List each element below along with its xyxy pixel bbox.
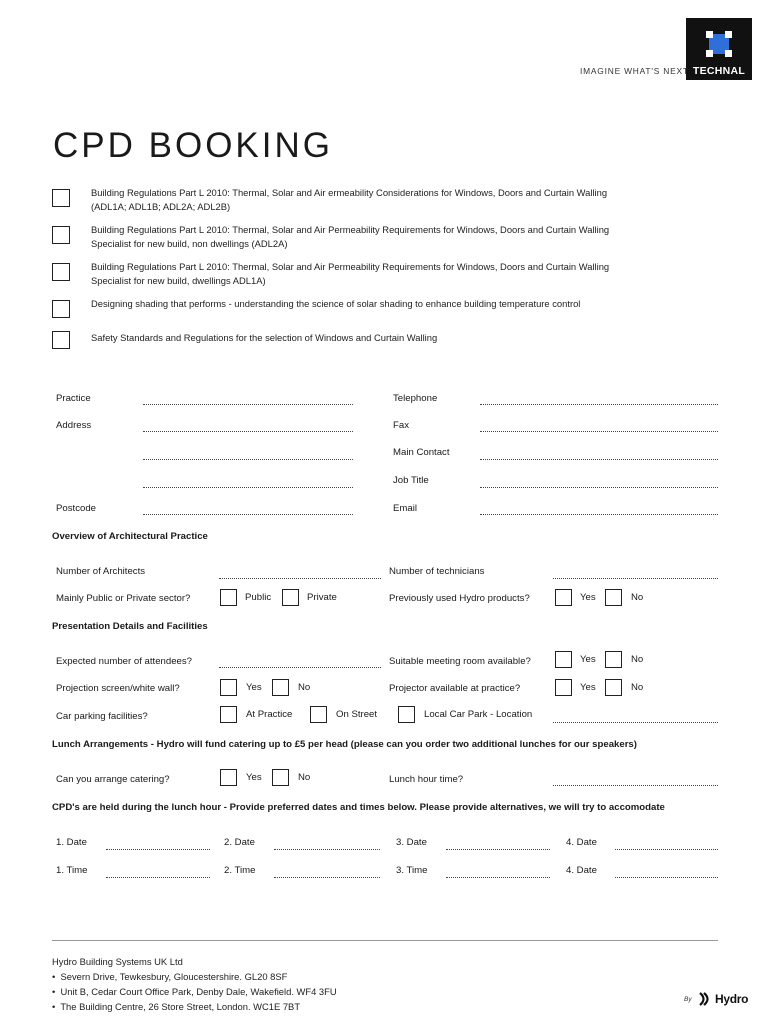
projector-yes-label: Yes	[580, 682, 596, 693]
num-architects-label: Number of Architects	[56, 566, 146, 577]
presentation-heading: Presentation Details and Facilities	[52, 621, 208, 632]
meeting-room-yes-checkbox[interactable]	[555, 651, 572, 668]
catering-no-checkbox[interactable]	[272, 769, 289, 786]
meeting-room-yes-label: Yes	[580, 654, 596, 665]
course-2	[91, 223, 691, 251]
footer-divider	[52, 940, 718, 941]
date-1-label: 1. Date	[56, 837, 87, 848]
projection-yes-checkbox[interactable]	[220, 679, 237, 696]
used-hydro-no-label: No	[631, 592, 644, 603]
hydro-by-label: By	[684, 996, 692, 1003]
address-label: Address	[56, 420, 92, 431]
fax-label: Fax	[393, 420, 409, 431]
lunch-hour-field[interactable]	[553, 785, 718, 786]
brand-name: TECHNAL	[692, 65, 746, 77]
local-car-park-label: Local Car Park - Location	[424, 709, 533, 720]
used-hydro-yes-label: Yes	[580, 592, 596, 603]
time-1-field[interactable]	[106, 877, 210, 878]
meeting-room-no-checkbox[interactable]	[605, 651, 622, 668]
time-3-field[interactable]	[446, 877, 550, 878]
at-practice-label: At Practice	[246, 709, 293, 720]
technal-mark-icon	[686, 18, 752, 64]
course-2-line2: Specialist for new build, non dwellings (ADL2A)	[91, 238, 288, 249]
num-technicians-field[interactable]	[553, 578, 718, 579]
course-2-line1: Building Regulations Part L 2010: Thermal, Solar and Air Permeability Requirements for Windows, Doors and Curtain Walling	[91, 224, 610, 235]
parking-label: Car parking facilities?	[56, 711, 148, 722]
used-hydro-yes-checkbox[interactable]	[555, 589, 572, 606]
time-2-field[interactable]	[274, 877, 380, 878]
date-3-field[interactable]	[446, 849, 550, 850]
telephone-field[interactable]	[480, 404, 718, 405]
car-park-location-field[interactable]	[553, 722, 718, 723]
private-label: Private	[307, 592, 337, 603]
course-checkbox-1[interactable]	[52, 189, 70, 207]
main-contact-field[interactable]	[480, 459, 718, 460]
time-2-label: 2. Time	[224, 865, 256, 876]
public-label: Public	[245, 592, 272, 603]
meeting-room-no-label: No	[631, 654, 644, 665]
projection-label: Projection screen/white wall?	[56, 683, 180, 694]
hydro-logo	[684, 990, 756, 1010]
footer-addresses	[52, 954, 337, 1014]
projection-no-checkbox[interactable]	[272, 679, 289, 696]
catering-no-label: No	[298, 772, 311, 783]
lunch-hour-label: Lunch hour time?	[389, 774, 464, 785]
local-car-park-checkbox[interactable]	[398, 706, 415, 723]
hydro-wave-icon	[698, 991, 714, 1007]
attendees-field[interactable]	[219, 667, 381, 668]
postcode-field[interactable]	[143, 514, 353, 515]
projector-no-label: No	[631, 682, 644, 693]
course-4	[91, 297, 691, 311]
num-architects-field[interactable]	[219, 578, 381, 579]
email-label: Email	[393, 503, 417, 514]
main-contact-label: Main Contact	[393, 447, 450, 458]
private-checkbox[interactable]	[282, 589, 299, 606]
at-practice-checkbox[interactable]	[220, 706, 237, 723]
job-title-label: Job Title	[393, 475, 429, 486]
practice-field[interactable]	[143, 404, 353, 405]
projector-label: Projector available at practice?	[389, 683, 521, 694]
course-3-line1: Building Regulations Part L 2010: Thermal, Solar and Air Permeability Requirements for Windows, Doors and Curtain Walling	[91, 261, 610, 272]
used-hydro-no-checkbox[interactable]	[605, 589, 622, 606]
course-checkbox-2[interactable]	[52, 226, 70, 244]
address-field-2[interactable]	[143, 459, 353, 460]
telephone-label: Telephone	[393, 393, 438, 404]
date-2-field[interactable]	[274, 849, 380, 850]
date-4-field[interactable]	[615, 849, 718, 850]
sector-label: Mainly Public or Private sector?	[56, 593, 191, 604]
course-1-line1: Building Regulations Part L 2010: Thermal, Solar and Air ermeability Considerations for Windows, Doors and Curtain Walling	[91, 187, 608, 198]
date-2-label: 2. Date	[224, 837, 255, 848]
footer-address-1: • Severn Drive, Tewkesbury, Gloucestershire. GL20 8SF	[52, 971, 288, 982]
job-title-field[interactable]	[480, 487, 718, 488]
num-technicians-label: Number of technicians	[389, 566, 485, 577]
attendees-label: Expected number of attendees?	[56, 656, 193, 667]
postcode-label: Postcode	[56, 503, 97, 514]
date-3-label: 3. Date	[396, 837, 427, 848]
catering-yes-checkbox[interactable]	[220, 769, 237, 786]
address-field-1[interactable]	[143, 431, 353, 432]
page-title: CPD BOOKING	[53, 126, 333, 165]
time-4-field[interactable]	[615, 877, 718, 878]
fax-field[interactable]	[480, 431, 718, 432]
course-1-line2: (ADL1A; ADL1B; ADL2A; ADL2B)	[91, 201, 231, 212]
course-checkbox-5[interactable]	[52, 331, 70, 349]
catering-label: Can you arrange catering?	[56, 774, 170, 785]
projection-yes-label: Yes	[246, 682, 262, 693]
time-3-label: 3. Time	[396, 865, 428, 876]
brand-tagline: IMAGINE WHAT'S NEXT	[580, 66, 689, 76]
footer-address-3: • The Building Centre, 26 Store Street, London. WC1E 7BT	[52, 1001, 301, 1012]
lunch-heading: Lunch Arrangements - Hydro will fund catering up to £5 per head (please can you order two additional lunches for our speakers)	[52, 739, 637, 750]
course-3	[91, 260, 691, 288]
date-4-label: 4. Date	[566, 837, 597, 848]
address-field-3[interactable]	[143, 487, 353, 488]
time-1-label: 1. Time	[56, 865, 88, 876]
dates-heading: CPD's are held during the lunch hour - Provide preferred dates and times below. Please provide alternatives, we will try to accomodate	[52, 802, 665, 813]
on-street-label: On Street	[336, 709, 378, 720]
course-5-line1: Safety Standards and Regulations for the selection of Windows and Curtain Walling	[91, 332, 438, 343]
catering-yes-label: Yes	[246, 772, 262, 783]
course-checkbox-4[interactable]	[52, 300, 70, 318]
footer-company: Hydro Building Systems UK Ltd	[52, 956, 183, 967]
technal-logo	[686, 18, 752, 80]
hydro-wordmark: Hydro	[715, 992, 749, 1006]
course-4-line1: Designing shading that performs - understanding the science of solar shading to enhance building temperature control	[91, 298, 581, 309]
meeting-room-label: Suitable meeting room available?	[389, 656, 531, 667]
projection-no-label: No	[298, 682, 311, 693]
time-4-label: 4. Date	[566, 865, 597, 876]
course-5	[91, 331, 691, 345]
used-hydro-label: Previously used Hydro products?	[389, 593, 530, 604]
projector-no-checkbox[interactable]	[605, 679, 622, 696]
on-street-checkbox[interactable]	[310, 706, 327, 723]
public-checkbox[interactable]	[220, 589, 237, 606]
course-3-line2: Specialist for new build, dwellings ADL1A)	[91, 275, 266, 286]
overview-heading: Overview of Architectural Practice	[52, 531, 208, 542]
course-checkbox-3[interactable]	[52, 263, 70, 281]
date-1-field[interactable]	[106, 849, 210, 850]
footer-address-2: • Unit B, Cedar Court Office Park, Denby Dale, Wakefield. WF4 3FU	[52, 986, 337, 997]
practice-label: Practice	[56, 393, 91, 404]
course-1	[91, 186, 691, 214]
email-field[interactable]	[480, 514, 718, 515]
projector-yes-checkbox[interactable]	[555, 679, 572, 696]
